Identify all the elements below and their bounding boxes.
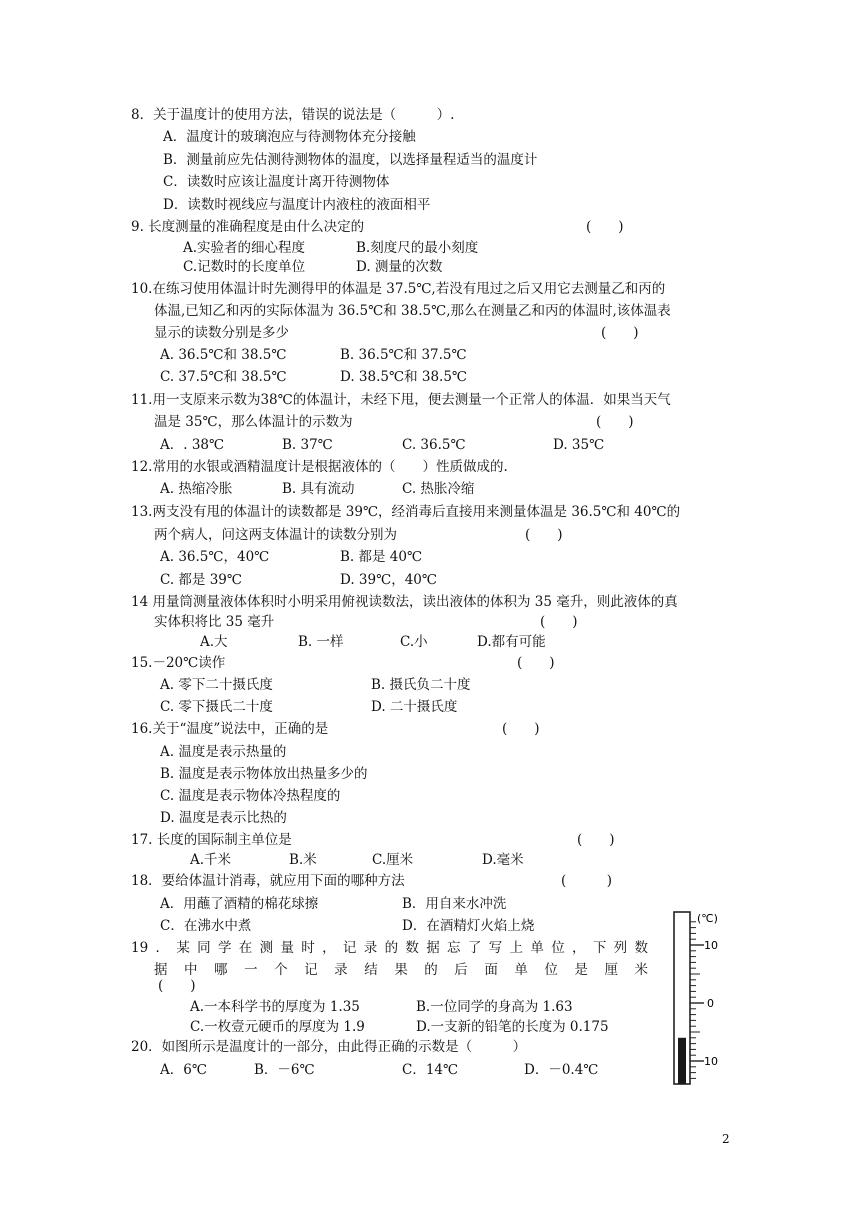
question-10-stem-line-1: 10.在练习使用体温计时先测得甲的体温是 37.5℃,若没有甩过之后又用它去测量乙和丙的 [131,281,666,297]
question-10-stem-line-3: 显示的读数分别是多少 [154,325,289,341]
question-14-answer-blank: ( ) [540,614,578,630]
question-17-option-c: C.厘米 [372,852,414,868]
question-17-answer-blank: ( ) [577,832,615,848]
question-15-answer-blank: ( ) [517,655,555,671]
question-15-option-b: B. 摄氏负二十度 [371,677,471,693]
question-9-stem: 9. 长度测量的准确程度是由什么决定的 [131,219,365,235]
question-18-option-d: D．在酒精灯火焰上烧 [402,918,535,934]
question-10-answer-blank: ( ) [601,325,639,341]
question-19-answer-blank: ( ) [158,978,196,994]
question-8-stem: 8．关于温度计的使用方法，错误的说法是（ ）. [131,107,455,123]
question-18-answer-blank: ( ) [561,873,613,889]
question-9-option-a: A.实验者的细心程度 [183,240,306,256]
question-19-option-d: D.一支新的铅笔的长度为 0.175 [416,1019,609,1035]
thermometer-tick-label-0: 0 [707,997,714,1010]
question-11-option-b: B. 37℃ [282,437,333,453]
question-19-stem-line-1: 19．某同学在测量时，记录的数据忘了写上单位，下列数 [131,940,648,956]
question-9-answer-blank: ( ) [586,219,624,235]
question-11-stem-line-1: 11.用一支原来示数为38℃的体温计，未经下甩，便去测量一个正常人的体温．如果当天气 [131,392,671,408]
question-17-stem: 17. 长度的国际制主单位是 [131,832,292,848]
question-17-option-b: B.米 [289,852,317,868]
question-20-option-a: A．6℃ [160,1062,207,1078]
question-13-option-d: D. 39℃，40℃ [340,572,437,588]
question-14-option-a: A.大 [200,634,228,650]
question-19-option-c: C.一枚壹元硬币的厚度为 1.9 [190,1019,365,1035]
question-11-option-a: A．. 38℃ [160,437,225,453]
page-number: 2 [722,1132,730,1146]
question-12-stem: 12.常用的水银或酒精温度计是根据液体的（ ）性质做成的. [131,459,508,475]
question-18-option-b: B．用自来水冲洗 [402,896,507,912]
question-12-option-b: B. 具有流动 [282,481,355,497]
question-11-answer-blank: ( ) [596,414,634,430]
question-20-option-b: B．－6℃ [254,1062,315,1078]
question-13-stem-line-2: 两个病人，问这两支体温计的读数分别为 [154,527,397,543]
question-14-option-c: C.小 [400,634,428,650]
question-14-option-b: B. 一样 [298,634,344,650]
question-13-option-a: A. 36.5℃，40℃ [160,549,270,565]
question-14-stem-line-1: 14 用量筒测量液体体积时小明采用俯视读数法，读出液体的体积为 35 毫升，则此液体的真 [131,594,678,610]
question-8-option-a: A．温度计的玻璃泡应与待测物体充分接触 [163,129,416,145]
question-13-option-b: B. 都是 40℃ [340,549,423,565]
question-20-option-c: C．14℃ [402,1062,459,1078]
question-11-option-d: D. 35℃ [553,437,605,453]
question-20-stem: 20．如图所示是温度计的一部分，由此得正确的示数是（ ） [131,1039,527,1055]
question-11-option-c: C. 36.5℃ [402,437,466,453]
thermometer-tick-label-minus-10: 10 [704,1055,718,1068]
question-13-stem-line-1: 13.两支没有甩的体温计的读数都是 39℃，经消毒后直接用来测量体温是 36.5℃和 40℃的 [131,504,681,520]
question-8-option-c: C．读数时应该让温度计离开待测物体 [163,174,390,190]
thermometer-scale-ticks [690,922,704,1079]
question-16-option-b: B. 温度是表示物体放出热量多少的 [160,766,368,782]
question-13-option-c: C. 都是 39℃ [160,572,243,588]
thermometer-liquid-column [678,1038,686,1084]
question-14-option-d: D.都有可能 [477,634,546,650]
question-18-option-a: A．用蘸了酒精的棉花球擦 [160,896,319,912]
thermometer-figure [660,910,740,1090]
question-18-option-c: C．在沸水中煮 [160,918,252,934]
thermometer-tick-label-plus-10: 10 [704,939,718,952]
question-12-option-a: A. 热缩冷胀 [160,481,233,497]
question-14-stem-line-2: 实体积将比 35 毫升 [154,614,275,630]
question-16-option-a: A. 温度是表示热量的 [160,744,287,760]
question-12-option-c: C. 热胀冷缩 [402,481,475,497]
question-15-option-a: A. 零下二十摄氏度 [160,677,273,693]
question-16-answer-blank: ( ) [502,721,540,737]
question-16-stem: 16.关于“温度”说法中，正确的是 [131,721,329,737]
question-10-option-b: B. 36.5℃和 37.5℃ [340,347,467,363]
question-15-option-d: D. 二十摄氏度 [371,699,458,715]
question-10-option-d: D. 38.5℃和 38.5℃ [340,369,468,385]
question-20-option-d: D．－0.4℃ [524,1062,599,1078]
question-11-stem-line-2: 温是 35℃，那么体温计的示数为 [154,414,353,430]
question-15-stem: 15.－20℃读作 [131,655,226,671]
question-17-option-d: D.毫米 [482,852,524,868]
question-10-option-a: A. 36.5℃和 38.5℃ [160,347,287,363]
question-15-option-c: C. 零下摄氏二十度 [160,699,273,715]
question-17-option-a: A.千米 [190,852,232,868]
question-16-option-c: C. 温度是表示物体冷热程度的 [160,788,341,804]
question-10-stem-line-2: 体温,已知乙和丙的实际体温为 36.5℃和 38.5℃,那么在测量乙和丙的体温时,该体温表 [154,303,671,319]
question-9-option-b: B.刻度尺的最小刻度 [356,240,479,256]
question-19-option-a: A.一本科学书的厚度为 1.35 [190,999,360,1015]
question-19-option-b: B.一位同学的身高为 1.63 [416,999,573,1015]
question-19-stem-line-2: 据中哪一个记录结果的后面单位是厘米 [154,962,648,978]
question-18-stem: 18．要给体温计消毒，就应用下面的哪种方法 [131,873,405,889]
question-8-option-d: D．读数时视线应与温度计内液柱的液面相平 [163,197,431,213]
thermometer-unit-label: (℃) [697,912,718,925]
question-16-option-d: D. 温度是表示比热的 [160,810,287,826]
question-10-option-c: C. 37.5℃和 38.5℃ [160,369,287,385]
question-9-option-d: D. 测量的次数 [356,259,443,275]
question-8-option-b: B．测量前应先估测待测物体的温度，以选择量程适当的温度计 [163,152,538,168]
question-13-answer-blank: ( ) [525,527,563,543]
question-9-option-c: C.记数时的长度单位 [183,259,306,275]
